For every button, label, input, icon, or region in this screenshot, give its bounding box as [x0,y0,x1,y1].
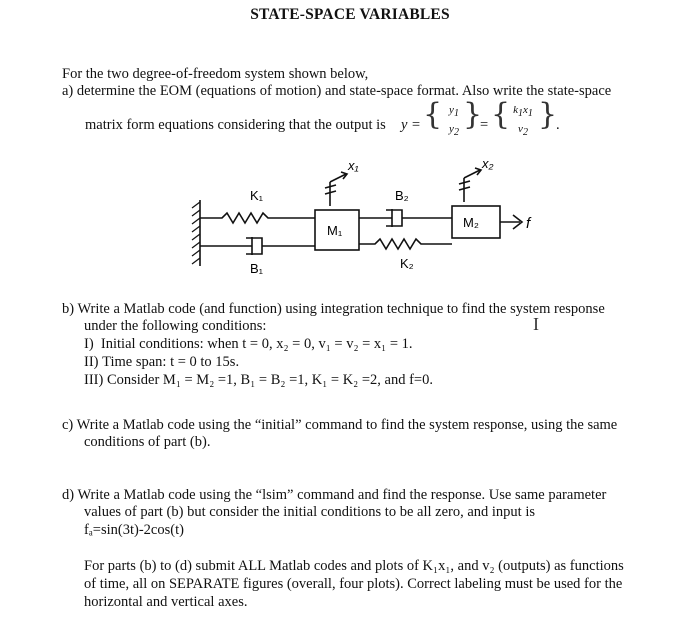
part-d-line3: fₐ=sin(3t)-2cos(t) [84,522,184,538]
spring-k1 [200,213,315,223]
right-brace-1: } [463,97,483,132]
left-brace-1: { [423,97,443,132]
spring-k2 [359,239,452,249]
part-b-item1: I) Initial conditions: when t = 0, x₂ = 0, v₁ = v₂ = x₁ = 1. [84,336,413,352]
note-line1: For parts (b) to (d) submit ALL Matlab codes and plots of K₁x₁, and v₂ (outputs) as functions [84,558,624,574]
label-f: f [526,215,531,232]
right-brace-2: } [538,97,558,132]
two-dof-diagram [170,158,570,283]
vector-period: . [556,117,560,133]
part-b-line2: under the following conditions: [84,318,267,334]
part-c-line1: c) Write a Matlab code using the “initial” command to find the system response, using the same [62,417,618,433]
note-line2: of time, all on SEPARATE figures (overall, four plots). Correct labeling must be used for the [84,576,623,592]
text-cursor-icon: I [533,314,539,334]
part-c-line2: conditions of part (b). [84,434,211,450]
label-x2: x₂ [482,158,494,171]
part-a-line1: a) determine the EOM (equations of motion) and state-space format. Also write the state-space [62,83,612,99]
vector-k1x1: k1x1 [513,104,533,119]
intro-text: For the two degree-of-freedom system shown below, [62,66,369,82]
vector-v2: v2 [518,123,528,138]
part-a-line2: matrix form equations considering that the output is [85,117,386,133]
part-b-item2: II) Time span: t = 0 to 15s. [84,354,240,370]
wall-hatch [192,202,200,264]
label-b2: B₂ [395,188,409,203]
part-d-line1: d) Write a Matlab code using the “lsim” command and find the response. Use same parameter [62,487,607,503]
label-b1: B₁ [250,261,264,276]
label-k1: K₁ [250,188,264,203]
left-brace-2: { [491,97,511,132]
part-d-line2: values of part (b) but consider the initial conditions to be all zero, and input is [84,504,536,520]
vector-y2: y2 [449,123,459,138]
vector-y1: y1 [449,104,459,119]
page-title: STATE-SPACE VARIABLES [250,6,450,23]
output-y-label: y = [401,117,421,133]
label-m1: M₁ [327,223,343,238]
label-k2: K₂ [400,256,414,271]
label-x1: x₁ [348,158,359,173]
part-b-line1: b) Write a Matlab code (and function) using integration technique to find the system response [62,301,605,317]
vector-equals: = [480,117,489,133]
part-b-item3: III) Consider M₁ = M₂ =1, B₁ = B₂ =1, K₁ = K₂ =2, and f=0. [84,372,433,388]
note-line3: horizontal and vertical axes. [84,594,248,610]
label-m2: M₂ [463,215,479,230]
